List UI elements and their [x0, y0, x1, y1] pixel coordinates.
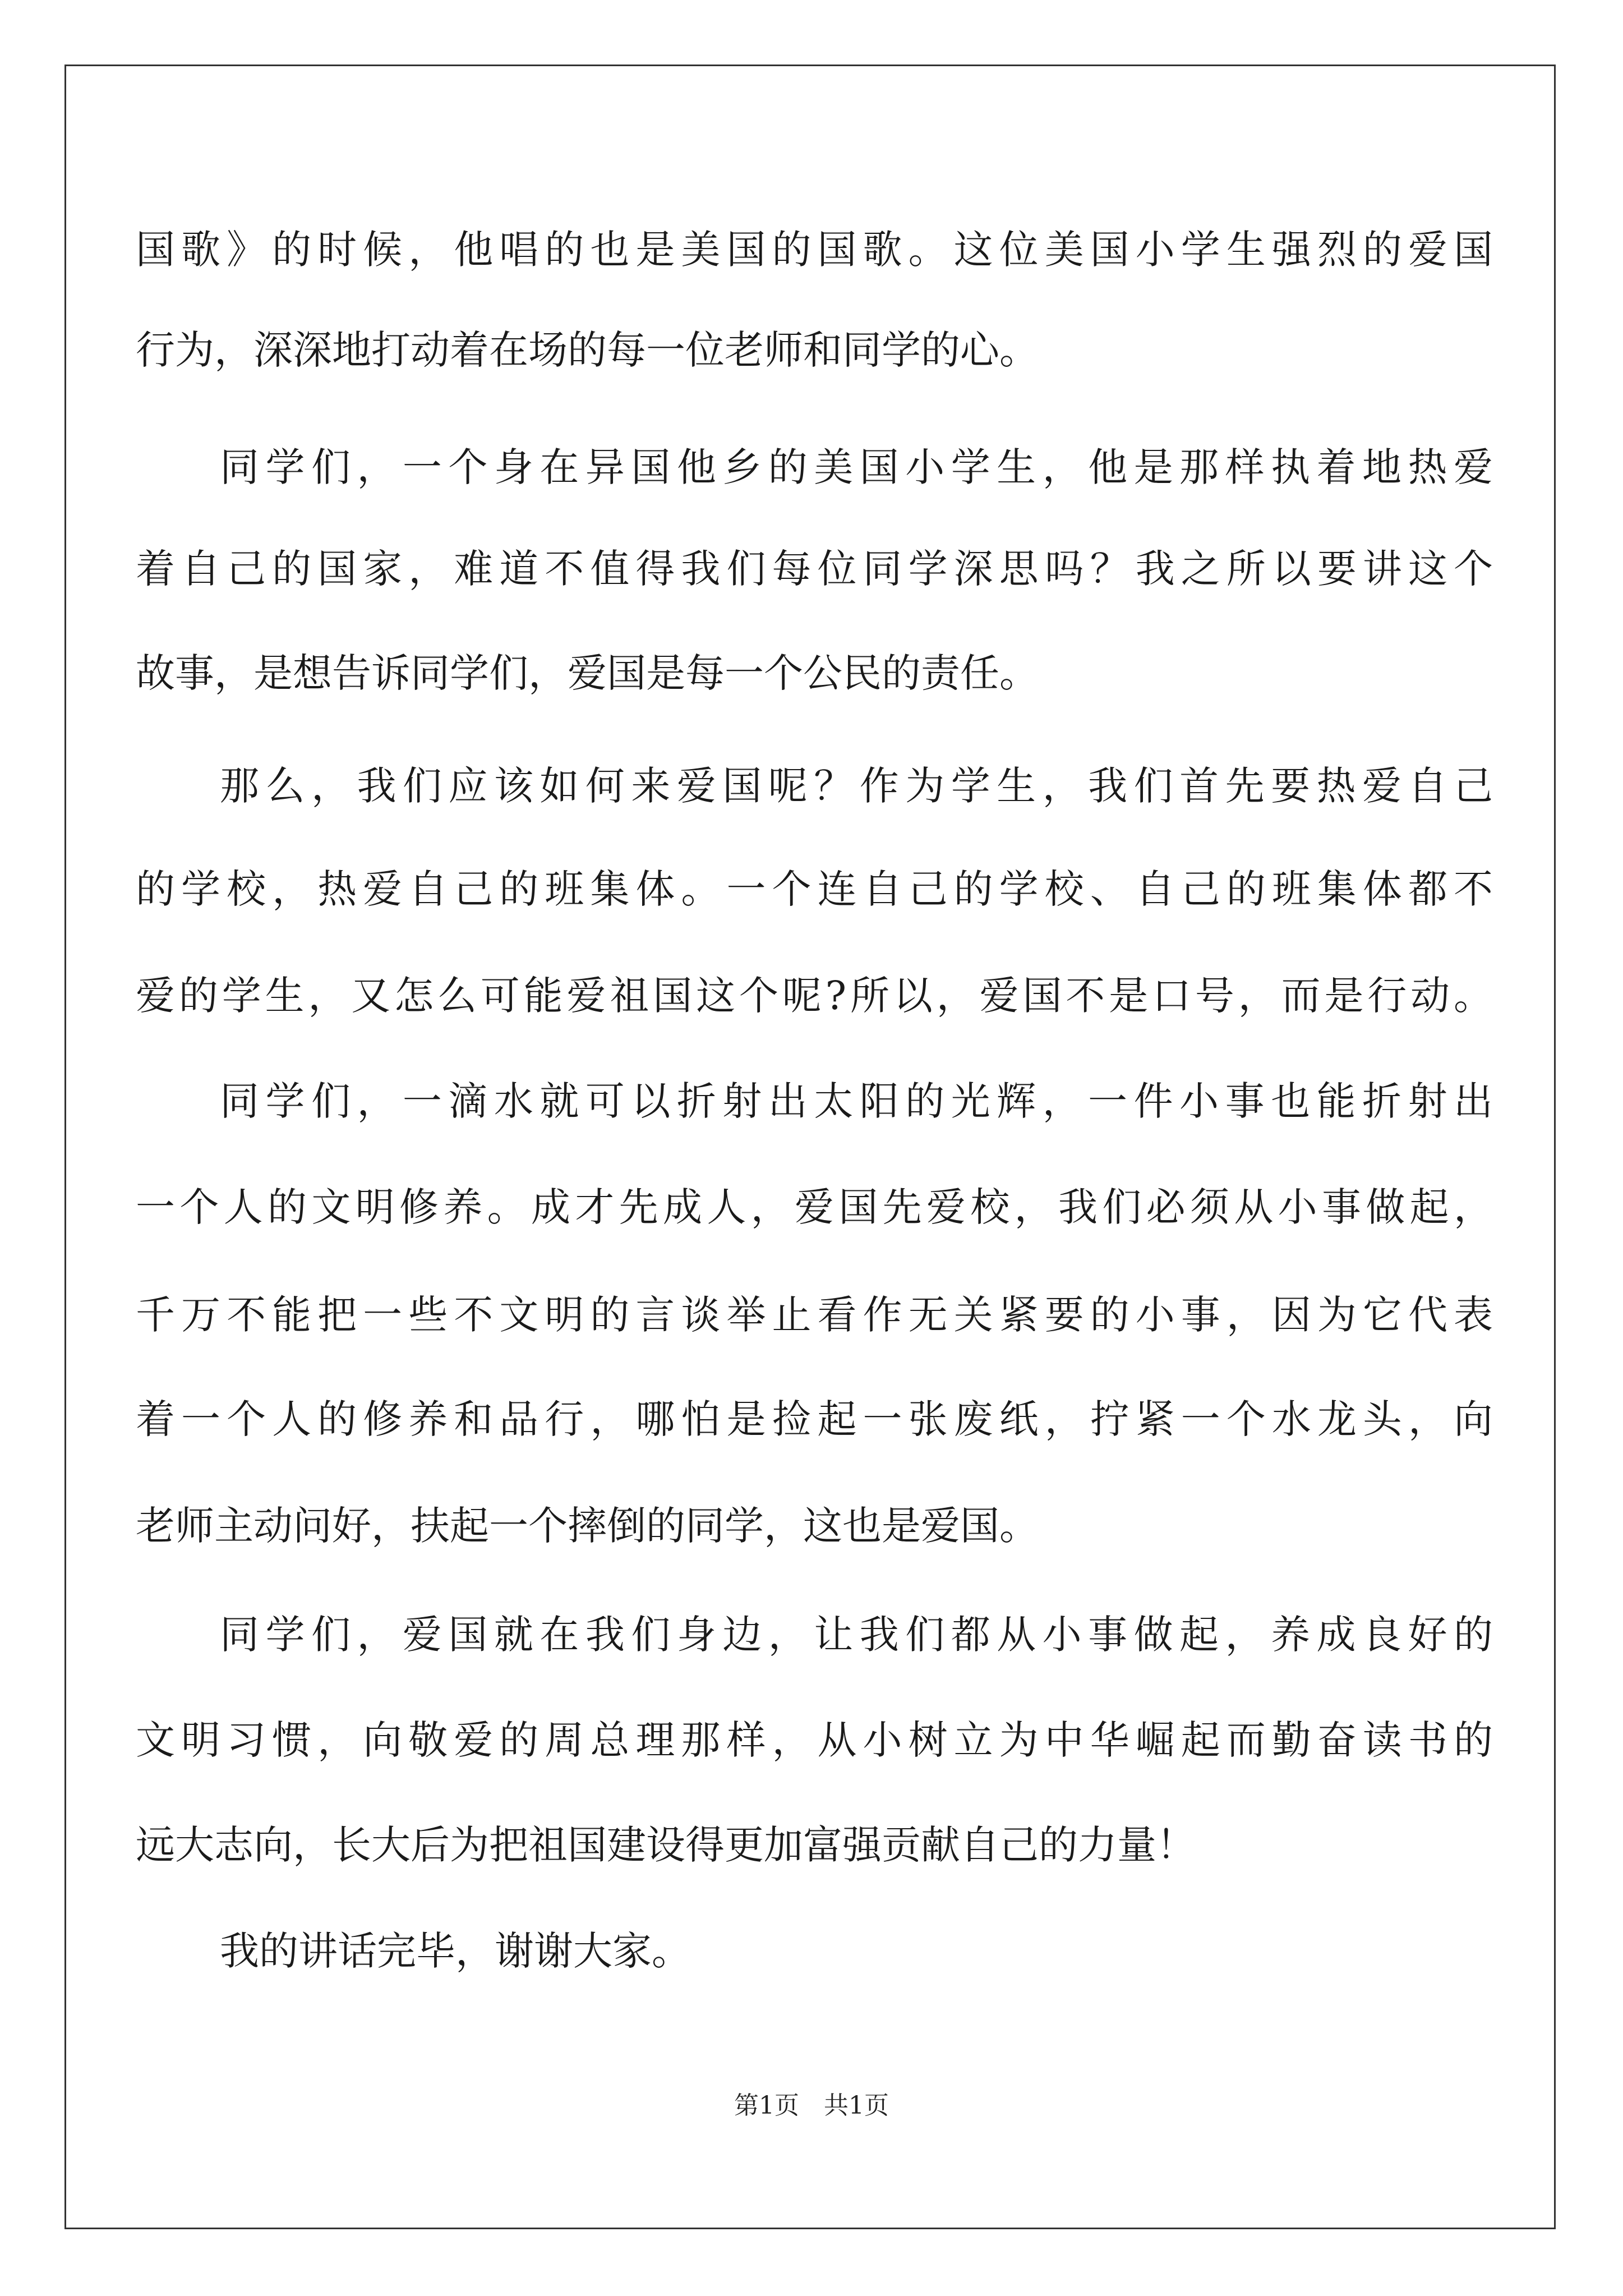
text-line-3: 同学们，一个身在异国他乡的美国小学生，他是那样执着地热爱 [220, 444, 1493, 490]
text-line-12: 着一个人的修养和品行，哪怕是捡起一张废纸，拧紧一个水龙头，向 [136, 1396, 1493, 1442]
text-line-14: 同学们，爱国就在我们身边，让我们都从小事做起，养成良好的 [220, 1612, 1493, 1658]
text-line-13: 老师主动问好，扶起一个摔倒的同学，这也是爱国。 [136, 1503, 1039, 1549]
text-line-17: 我的讲话完毕，谢谢大家。 [220, 1928, 691, 1974]
text-line-8: 爱的学生，又怎么可能爱祖国这个呢?所以，爱国不是口号，而是行动。 [136, 973, 1493, 1019]
text-line-16: 远大志向，长大后为把祖国建设得更加富强贡献自己的力量！ [136, 1822, 1196, 1868]
text-line-7: 的学校，热爱自己的班集体。一个连自己的学校、自己的班集体都不 [136, 866, 1493, 912]
text-line-10: 一个人的文明修养。成才先成人，爱国先爱校，我们必须从小事做起， [136, 1184, 1493, 1230]
page-number-footer: 第1页 共1页 [734, 2091, 889, 2120]
text-line-4: 着自己的国家，难道不值得我们每位同学深思吗？我之所以要讲这个 [136, 546, 1493, 592]
text-line-6: 那么，我们应该如何来爱国呢？作为学生，我们首先要热爱自己 [220, 763, 1493, 809]
text-line-15: 文明习惯，向敬爱的周总理那样，从小树立为中华崛起而勤奋读书的 [136, 1717, 1493, 1763]
text-line-2: 行为，深深地打动着在场的每一位老师和同学的心。 [136, 327, 1039, 373]
text-line-5: 故事，是想告诉同学们，爱国是每一个公民的责任。 [136, 650, 1039, 696]
page-border [64, 65, 1556, 2229]
text-line-9: 同学们，一滴水就可以折射出太阳的光辉，一件小事也能折射出 [220, 1078, 1493, 1124]
text-line-11: 千万不能把一些不文明的言谈举止看作无关紧要的小事，因为它代表 [136, 1292, 1493, 1338]
text-line-1: 国歌》的时候，他唱的也是美国的国歌。这位美国小学生强烈的爱国 [136, 227, 1493, 273]
